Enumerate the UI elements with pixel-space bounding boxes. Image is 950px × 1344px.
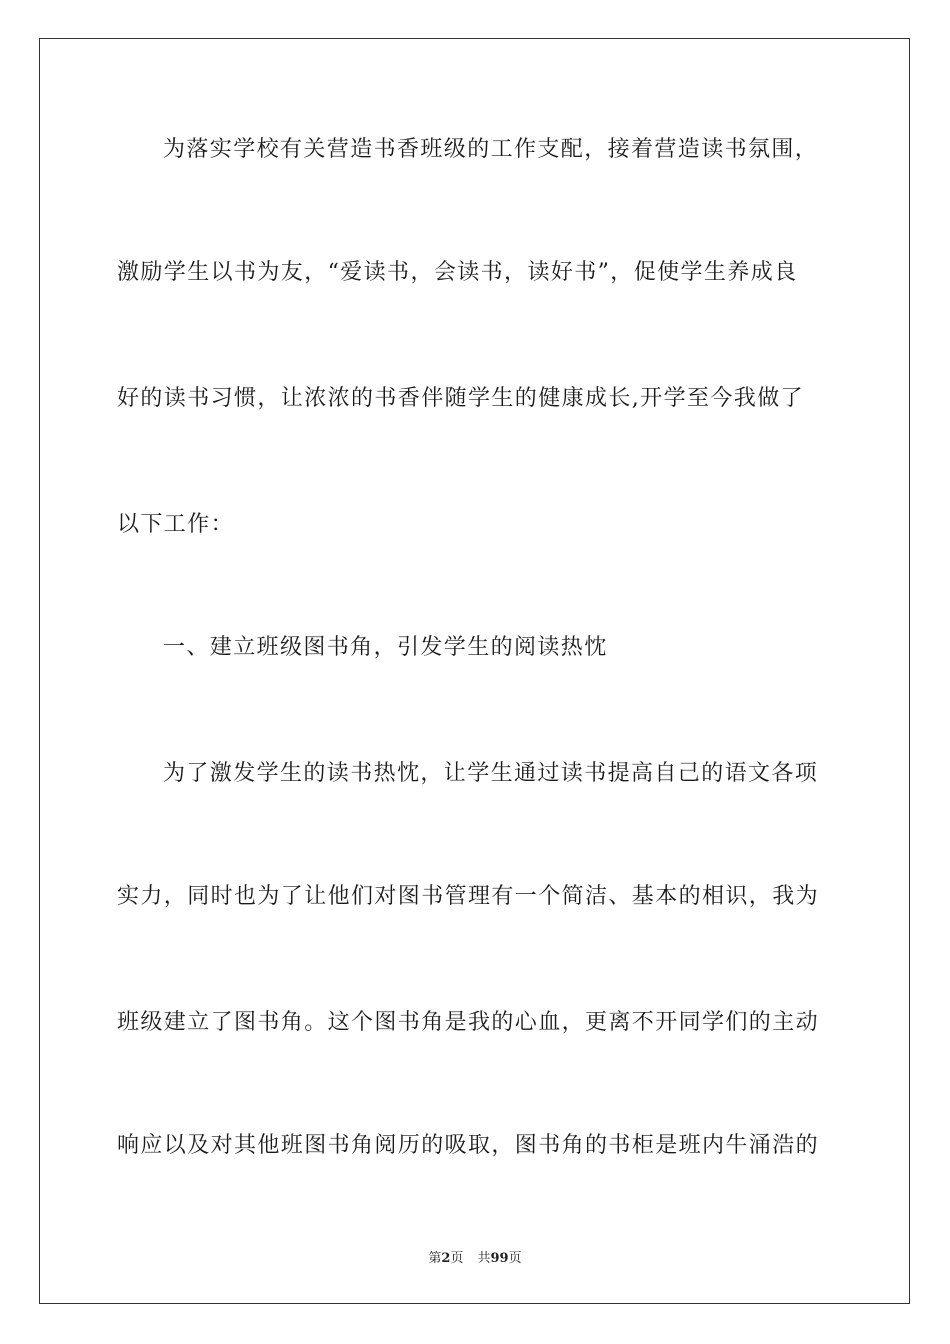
paragraph-line: 实力，同时也为了让他们对图书管理有一个简洁、基本的相识，我为: [117, 884, 820, 909]
page-border: [39, 38, 910, 1304]
section-heading: 一、建立班级图书角，引发学生的阅读热忱: [163, 635, 608, 660]
page-footer: [0, 1247, 950, 1266]
page-suffix: 页: [450, 1251, 464, 1266]
paragraph-line: 好的读书习惯，让浓浓的书香伴随学生的健康成长,开学至今我做了: [117, 386, 804, 411]
paragraph-line: 为落实学校有关营造书香班级的工作支配，接着营造读书氛围，: [163, 137, 819, 162]
page-number: 2: [441, 1251, 451, 1266]
paragraph-line: 响应以及对其他班图书角阅历的吸取，图书角的书柜是班内牛涌浩的: [117, 1133, 820, 1158]
paragraph-line: 班级建立了图书角。这个图书角是我的心血，更离不开同学们的主动: [117, 1010, 820, 1035]
paragraph-line: 激励学生以书为友，“爱读书，会读书，读好书”，促使学生养成良: [117, 260, 798, 285]
paragraph-line: 以下工作：: [117, 512, 235, 537]
total-prefix: 共: [477, 1251, 491, 1266]
paragraph-line: 为了激发学生的读书热忱，让学生通过读书提高自己的语文各项: [163, 761, 819, 786]
page-prefix: 第: [428, 1251, 442, 1266]
total-pages: 99: [490, 1251, 509, 1266]
total-suffix: 页: [508, 1251, 522, 1266]
